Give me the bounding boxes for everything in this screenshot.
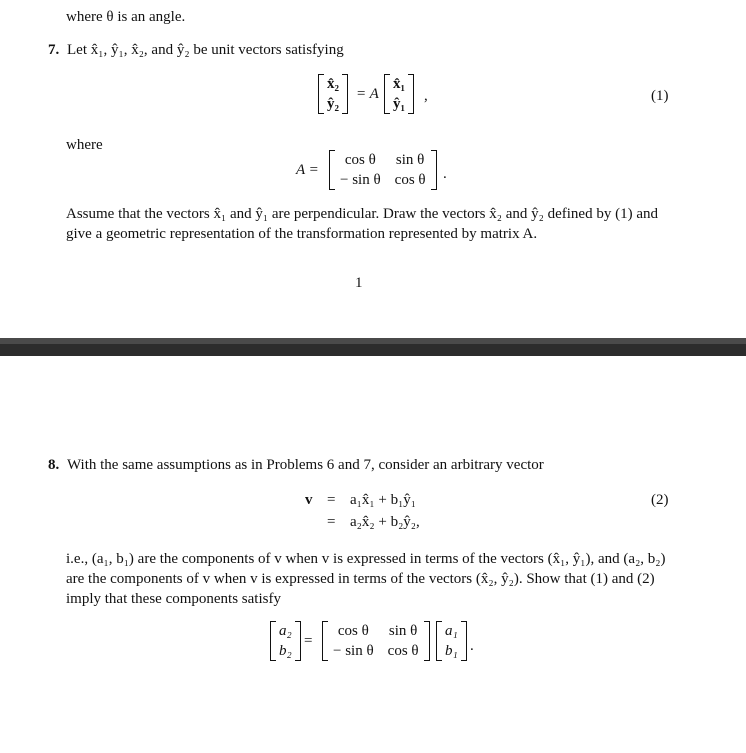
where-text: where <box>66 137 103 153</box>
problem-7-statement: Let x̂₁, ŷ₁, x̂₂, and ŷ₂ be unit vectors satisfying <box>67 42 344 58</box>
eq2-line-1: a₁x̂₁ + b₁ŷ₁ <box>350 492 417 508</box>
problem-8-text: i.e., (a₁, b₁) are the components of v when v is expressed in terms of the vectors (x̂₁, ŷ₁), and (a₂, b₂) are the components of v when v is expressed in terms of the vectors (x̂₂, ŷ₂). Show that (1) and (2) imply that these components satisfy <box>66 551 666 607</box>
final-rhs-vector <box>436 621 467 661</box>
page-separator <box>0 344 746 356</box>
eq1-label: (1) <box>651 88 669 104</box>
final-lhs-vector <box>270 621 301 661</box>
matrix-a-period: . <box>443 166 447 182</box>
eq1-lhs-x2: x̂₂ <box>327 76 339 92</box>
final-rhs-a1: a₁ <box>445 623 458 639</box>
eq2-label: (2) <box>651 492 669 508</box>
final-equals: = <box>304 633 313 649</box>
matrix-a-cell: cos θ <box>344 152 376 168</box>
eq2-eq1: = <box>327 492 336 508</box>
eq1-rhs-x1: x̂₁ <box>393 76 405 92</box>
final-lhs-a2: a₂ <box>279 623 292 639</box>
final-matrix-cell: cos θ <box>387 643 419 659</box>
final-matrix-cell: cos θ <box>337 623 369 639</box>
final-matrix-cell: − sin θ <box>333 643 374 659</box>
page-number: 1 <box>355 275 363 291</box>
matrix-a-cell: − sin θ <box>340 172 381 188</box>
matrix-a-cell: sin θ <box>395 152 425 168</box>
eq1-lhs-vector <box>318 74 348 114</box>
matrix-a-lhs: A = <box>296 162 319 178</box>
eq2-eq2: = <box>327 514 336 530</box>
eq1-rhs-y1: ŷ₁ <box>393 96 405 112</box>
problem-7-number: 7. <box>48 42 60 58</box>
final-lhs-b2: b₂ <box>279 643 292 659</box>
problem-8-number: 8. <box>48 457 60 473</box>
final-matrix-cell: sin θ <box>388 623 418 639</box>
eq2-line-2: a₂x̂₂ + b₂ŷ₂, <box>350 514 420 530</box>
eq1-comma: , <box>424 88 428 104</box>
intro-text: where θ is an angle. <box>66 9 186 25</box>
final-matrix <box>322 621 430 661</box>
eq1-lhs-y2: ŷ₂ <box>327 96 339 112</box>
problem-8-statement: With the same assumptions as in Problems 6 and 7, consider an arbitrary vector <box>67 457 544 473</box>
final-rhs-b1: b₁ <box>445 643 458 659</box>
eq1-rhs-vector <box>384 74 414 114</box>
eq2-lhs-v: v <box>305 492 313 508</box>
final-period: . <box>470 638 474 654</box>
matrix-a-cell: cos θ <box>394 172 426 188</box>
problem-7-task: Assume that the vectors x̂₁ and ŷ₁ are perpendicular. Draw the vectors x̂₂ and ŷ₂ defined by (1) and give a geometric representation of the transformation represented by matrix A. <box>66 206 658 242</box>
matrix-a <box>329 150 437 190</box>
eq1-equals-a: = A <box>356 86 379 102</box>
